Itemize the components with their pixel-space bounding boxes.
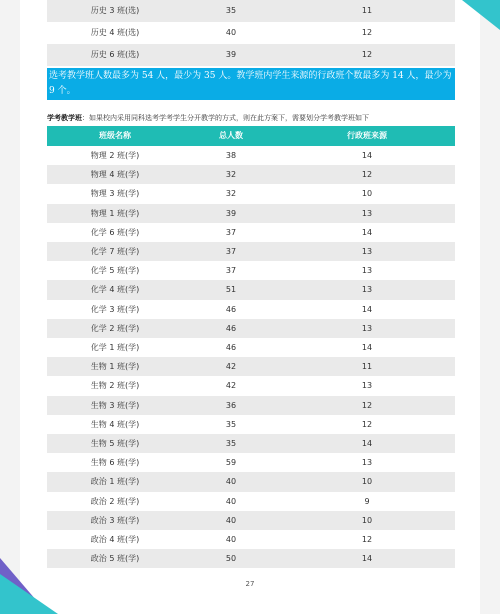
cell-total: 59 xyxy=(183,453,279,472)
cell-source: 11 xyxy=(279,0,455,22)
summary-banner: 选考教学班人数最多为 54 人，最少为 35 人。教学班内学生来源的行政班个数最多为 14 人，最少为 9 个。 xyxy=(47,68,455,100)
cell-source: 14 xyxy=(279,223,455,242)
table-row xyxy=(47,511,455,530)
header-total: 总人数 xyxy=(183,126,279,146)
cell-total: 39 xyxy=(183,204,279,223)
table-row xyxy=(47,357,455,376)
cell-class-name: 政治 4 班(学) xyxy=(47,530,183,549)
cell-class-name: 生物 3 班(学) xyxy=(47,396,183,415)
cell-class-name: 历史 6 班(选) xyxy=(47,44,183,66)
cell-total: 40 xyxy=(183,22,279,44)
cell-total: 37 xyxy=(183,261,279,280)
cell-total: 32 xyxy=(183,184,279,203)
table-row xyxy=(47,204,455,223)
cell-source: 14 xyxy=(279,434,455,453)
cell-class-name: 化学 3 班(学) xyxy=(47,300,183,319)
cell-total: 38 xyxy=(183,146,279,165)
cell-class-name: 化学 4 班(学) xyxy=(47,280,183,299)
cell-total: 51 xyxy=(183,280,279,299)
page-number: 27 xyxy=(245,580,255,588)
cell-class-name: 政治 3 班(学) xyxy=(47,511,183,530)
elective-class-table-continued xyxy=(47,0,455,66)
cell-class-name: 物理 4 班(学) xyxy=(47,165,183,184)
cell-source: 13 xyxy=(279,242,455,261)
cell-total: 36 xyxy=(183,396,279,415)
table-row xyxy=(47,453,455,472)
cell-source: 14 xyxy=(279,338,455,357)
cell-total: 40 xyxy=(183,511,279,530)
cell-source: 14 xyxy=(279,146,455,165)
table-row xyxy=(47,530,455,549)
cell-total: 40 xyxy=(183,492,279,511)
cell-source: 13 xyxy=(279,376,455,395)
cell-source: 10 xyxy=(279,511,455,530)
cell-source: 12 xyxy=(279,396,455,415)
cell-class-name: 化学 6 班(学) xyxy=(47,223,183,242)
cell-source: 13 xyxy=(279,453,455,472)
header-source: 行政班来源 xyxy=(279,126,455,146)
table-row xyxy=(47,338,455,357)
cell-source: 13 xyxy=(279,204,455,223)
cell-class-name: 物理 1 班(学) xyxy=(47,204,183,223)
header-class-name: 班级名称 xyxy=(47,126,183,146)
table-row xyxy=(47,280,455,299)
cell-source: 13 xyxy=(279,280,455,299)
cell-source: 12 xyxy=(279,44,455,66)
cell-class-name: 化学 7 班(学) xyxy=(47,242,183,261)
cell-class-name: 政治 5 班(学) xyxy=(47,549,183,568)
cell-class-name: 生物 6 班(学) xyxy=(47,453,183,472)
cell-class-name: 生物 1 班(学) xyxy=(47,357,183,376)
cell-source: 12 xyxy=(279,530,455,549)
table-row xyxy=(47,434,455,453)
cell-total: 40 xyxy=(183,472,279,491)
cell-total: 35 xyxy=(183,415,279,434)
cell-source: 10 xyxy=(279,184,455,203)
cell-total: 42 xyxy=(183,357,279,376)
cell-class-name: 物理 3 班(学) xyxy=(47,184,183,203)
table-row xyxy=(47,44,455,66)
cell-source: 12 xyxy=(279,415,455,434)
cell-source: 12 xyxy=(279,165,455,184)
decorative-corner-top-right xyxy=(462,0,500,30)
table-row xyxy=(47,415,455,434)
table-row xyxy=(47,396,455,415)
table-row xyxy=(47,261,455,280)
cell-total: 46 xyxy=(183,300,279,319)
cell-source: 13 xyxy=(279,319,455,338)
cell-class-name: 生物 4 班(学) xyxy=(47,415,183,434)
cell-source: 14 xyxy=(279,549,455,568)
cell-source: 12 xyxy=(279,22,455,44)
top-table-body xyxy=(47,0,455,66)
cell-total: 32 xyxy=(183,165,279,184)
section-intro xyxy=(47,113,455,123)
table-row xyxy=(47,0,455,22)
table-header-row xyxy=(47,126,455,146)
table-row xyxy=(47,492,455,511)
cell-class-name: 生物 5 班(学) xyxy=(47,434,183,453)
cell-source: 13 xyxy=(279,261,455,280)
academic-class-table xyxy=(47,126,455,568)
cell-source: 10 xyxy=(279,472,455,491)
cell-total: 35 xyxy=(183,0,279,22)
cell-class-name: 化学 5 班(学) xyxy=(47,261,183,280)
table-row xyxy=(47,165,455,184)
cell-total: 42 xyxy=(183,376,279,395)
table-row xyxy=(47,22,455,44)
table-row xyxy=(47,319,455,338)
cell-total: 35 xyxy=(183,434,279,453)
cell-source: 9 xyxy=(279,492,455,511)
cell-class-name: 历史 3 班(选) xyxy=(47,0,183,22)
cell-class-name: 化学 2 班(学) xyxy=(47,319,183,338)
cell-total: 39 xyxy=(183,44,279,66)
table-row xyxy=(47,549,455,568)
table-row xyxy=(47,223,455,242)
section-text: ：如果校内采用同科选考学考学生分开教学的方式，则在此方案下，需要划分学考教学班如下 xyxy=(82,114,369,122)
cell-total: 40 xyxy=(183,530,279,549)
table-row xyxy=(47,242,455,261)
main-table-body xyxy=(47,146,455,568)
cell-total: 37 xyxy=(183,223,279,242)
cell-total: 37 xyxy=(183,242,279,261)
cell-class-name: 生物 2 班(学) xyxy=(47,376,183,395)
cell-class-name: 化学 1 班(学) xyxy=(47,338,183,357)
table-row xyxy=(47,376,455,395)
cell-source: 14 xyxy=(279,300,455,319)
section-heading: 学考教学班 xyxy=(47,114,82,122)
cell-class-name: 物理 2 班(学) xyxy=(47,146,183,165)
table-row xyxy=(47,472,455,491)
cell-total: 50 xyxy=(183,549,279,568)
cell-source: 11 xyxy=(279,357,455,376)
cell-class-name: 历史 4 班(选) xyxy=(47,22,183,44)
table-row xyxy=(47,184,455,203)
cell-class-name: 政治 2 班(学) xyxy=(47,492,183,511)
cell-class-name: 政治 1 班(学) xyxy=(47,472,183,491)
cell-total: 46 xyxy=(183,338,279,357)
cell-total: 46 xyxy=(183,319,279,338)
table-row xyxy=(47,300,455,319)
table-row xyxy=(47,146,455,165)
